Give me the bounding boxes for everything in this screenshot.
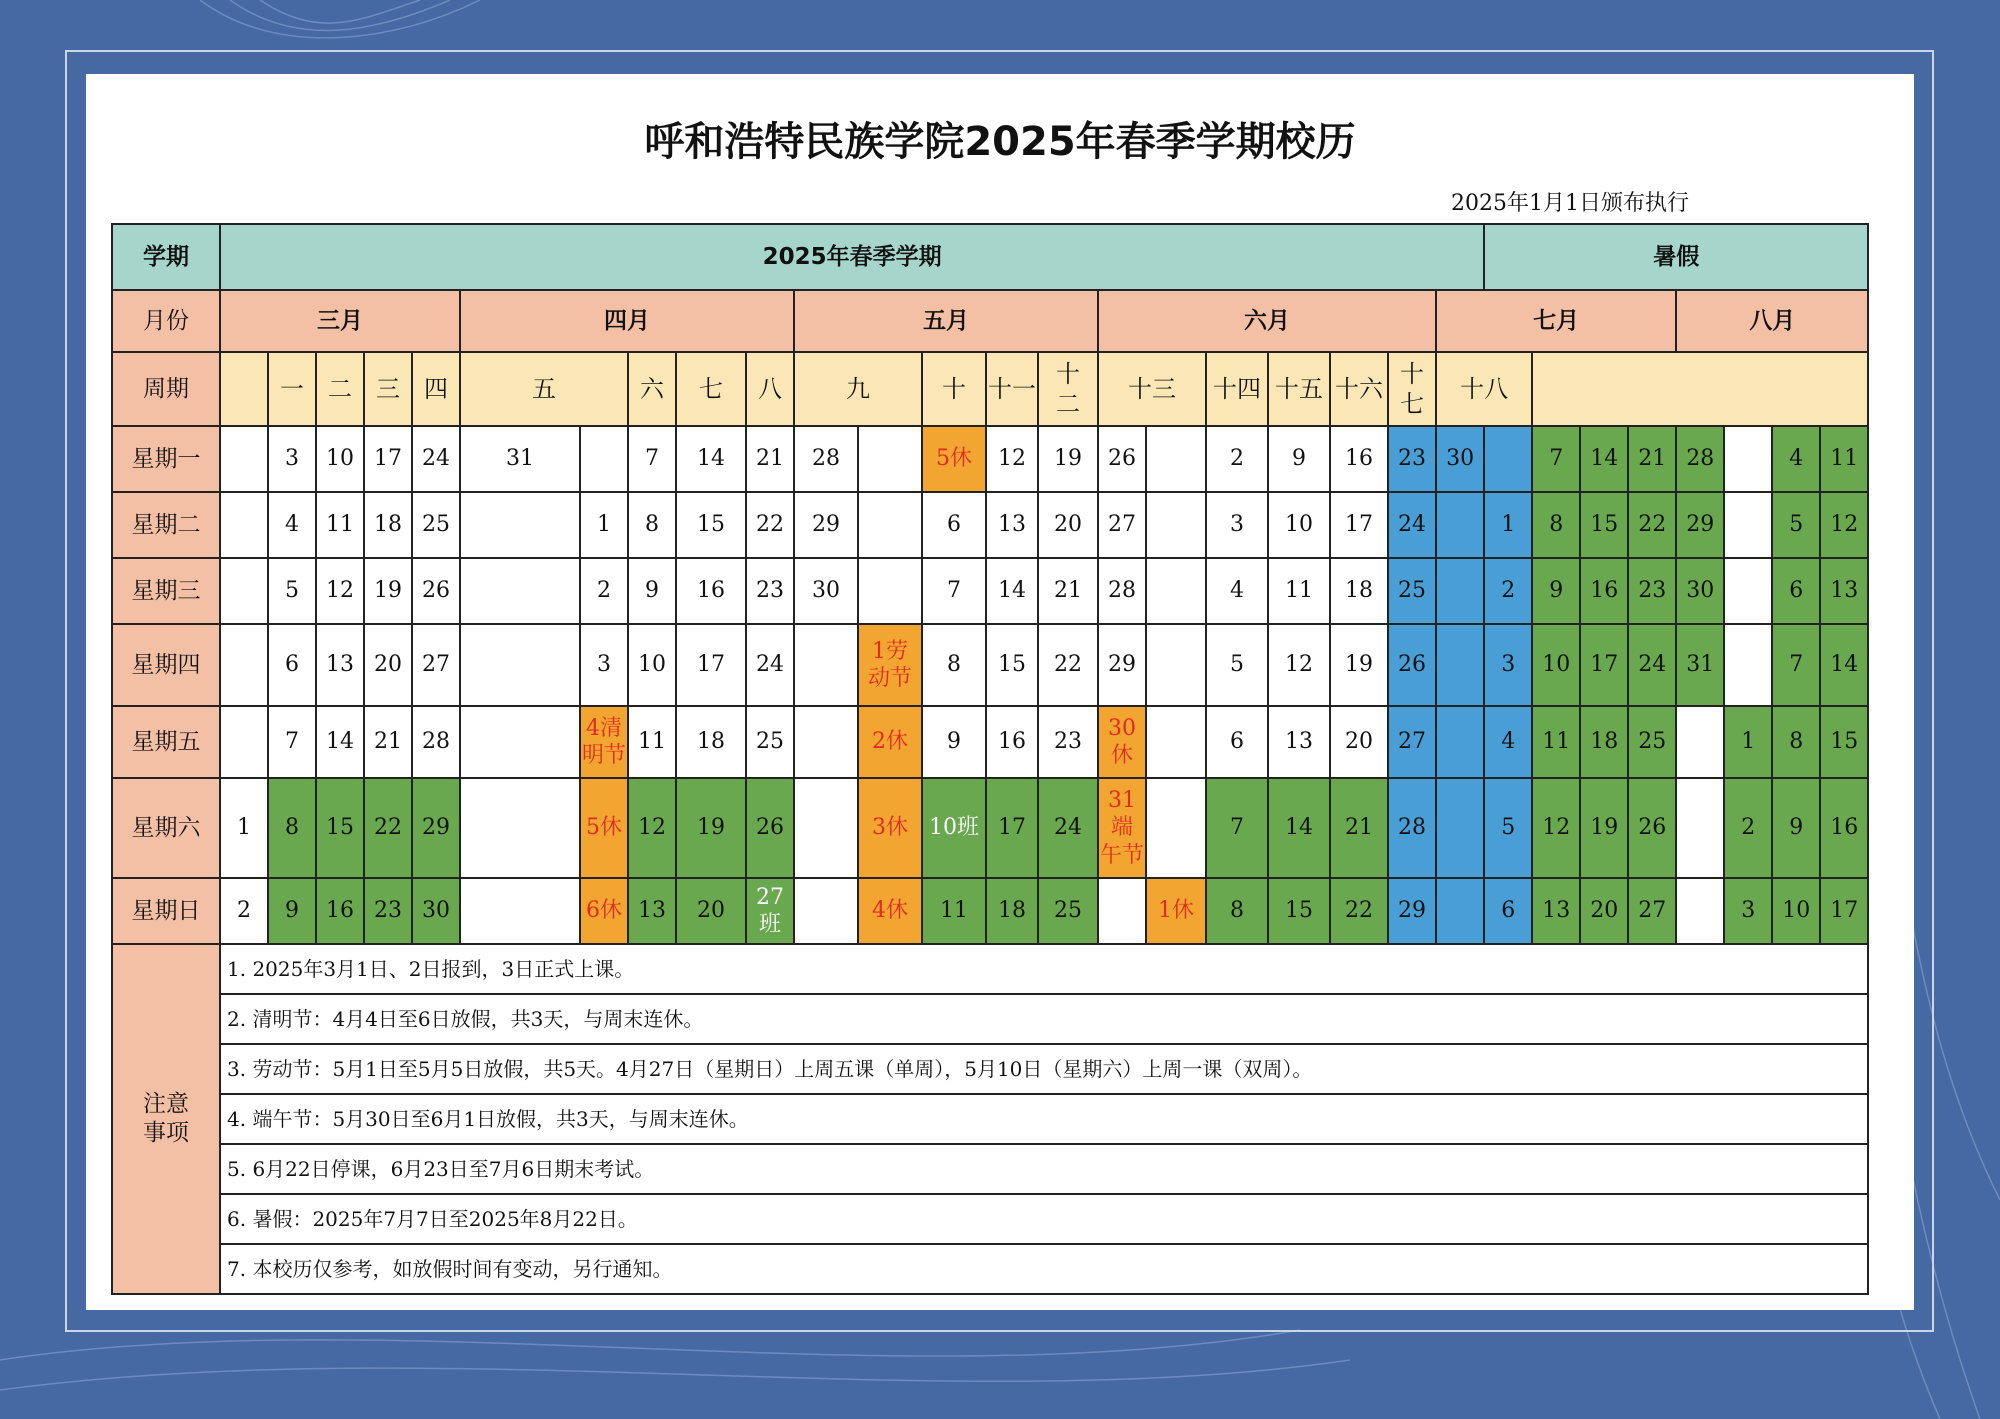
date-cell: 30休 [1098,706,1146,778]
note-item: 1. 2025年3月1日、2日报到，3日正式上课。 [220,944,1868,994]
date-cell: 15 [676,492,746,558]
page-title: 呼和浩特民族学院2025年春季学期校历 [644,119,1356,165]
date-cell: 4休 [858,878,922,944]
date-cell: 6 [1484,878,1532,944]
note-item: 7. 本校历仅参考，如放假时间有变动，另行通知。 [220,1244,1868,1294]
date-cell: 18 [986,878,1038,944]
date-cell: 1 [580,492,628,558]
date-cell: 13 [316,624,364,706]
date-cell: 3 [1724,878,1772,944]
date-cell: 15 [1580,492,1628,558]
date-cell: 26 [1098,426,1146,492]
date-cell: 1休 [1146,878,1206,944]
date-cell: 21 [746,426,794,492]
week-11: 十一 [986,352,1038,426]
week-9: 九 [794,352,922,426]
date-cell [220,706,268,778]
week-8: 八 [746,352,794,426]
date-cell: 12 [1532,778,1580,878]
date-cell: 5 [1772,492,1820,558]
calendar-table [111,223,1869,1295]
week-6: 六 [628,352,676,426]
date-cell: 3 [1484,624,1532,706]
date-cell: 7 [1206,778,1268,878]
date-cell: 29 [1676,492,1724,558]
date-cell: 24 [1388,492,1436,558]
date-cell [1146,706,1206,778]
date-cell: 26 [412,558,460,624]
date-cell: 18 [1330,558,1388,624]
date-cell: 23 [746,558,794,624]
date-cell: 29 [412,778,460,878]
date-cell [858,492,922,558]
week-13: 十三 [1098,352,1206,426]
date-cell [1724,624,1772,706]
day-row [112,558,1868,624]
date-cell: 30 [412,878,460,944]
date-cell: 2休 [858,706,922,778]
date-cell: 12 [628,778,676,878]
date-cell: 21 [1038,558,1098,624]
date-cell: 19 [1038,426,1098,492]
month-july: 七月 [1436,290,1676,352]
date-cell: 7 [268,706,316,778]
date-cell: 17 [364,426,412,492]
date-cell: 2 [580,558,628,624]
date-cell: 3休 [858,778,922,878]
week-14: 十四 [1206,352,1268,426]
day-label: 星期四 [112,624,220,706]
date-cell: 9 [1772,778,1820,878]
date-cell: 16 [316,878,364,944]
date-cell: 11 [628,706,676,778]
date-cell: 28 [794,426,858,492]
date-cell: 19 [364,558,412,624]
date-cell: 15 [1268,878,1330,944]
date-cell: 14 [676,426,746,492]
day-label: 星期五 [112,706,220,778]
week-3: 三 [364,352,412,426]
week-row [112,352,1868,426]
date-cell: 8 [268,778,316,878]
date-cell: 12 [1268,624,1330,706]
date-cell: 23 [1388,426,1436,492]
date-cell: 19 [676,778,746,878]
date-cell: 23 [364,878,412,944]
date-cell: 14 [1268,778,1330,878]
date-cell: 24 [1628,624,1676,706]
date-cell: 4 [268,492,316,558]
day-label: 星期六 [112,778,220,878]
month-may: 五月 [794,290,1098,352]
date-cell [220,492,268,558]
date-cell: 26 [1628,778,1676,878]
date-cell: 18 [1580,706,1628,778]
date-cell: 11 [1532,706,1580,778]
note-row [112,994,1868,1044]
date-cell: 18 [364,492,412,558]
notes-label: 注意 事项 [112,944,220,1294]
date-cell: 28 [1098,558,1146,624]
date-cell [1484,426,1532,492]
date-cell: 27 [1388,706,1436,778]
term-summer: 暑假 [1484,224,1868,290]
date-cell: 6休 [580,878,628,944]
note-row [112,1044,1868,1094]
date-cell: 6 [1206,706,1268,778]
date-cell [460,492,580,558]
date-cell: 20 [1580,878,1628,944]
date-cell [580,426,628,492]
date-cell: 25 [1388,558,1436,624]
date-cell: 12 [986,426,1038,492]
date-cell: 13 [1532,878,1580,944]
date-cell [1676,706,1724,778]
date-cell [1146,426,1206,492]
date-cell: 30 [1676,558,1724,624]
date-cell [220,624,268,706]
date-cell: 2 [1484,558,1532,624]
day-row [112,778,1868,878]
note-row [112,1194,1868,1244]
day-label: 星期一 [112,426,220,492]
date-cell [1724,426,1772,492]
date-cell: 14 [316,706,364,778]
date-cell [794,778,858,878]
date-cell: 15 [316,778,364,878]
week-15: 十五 [1268,352,1330,426]
date-cell [1146,558,1206,624]
date-cell [1436,706,1484,778]
date-cell: 10 [1772,878,1820,944]
note-item: 2. 清明节：4月4日至6日放假，共3天，与周末连休。 [220,994,1868,1044]
date-cell: 8 [1206,878,1268,944]
date-cell: 24 [746,624,794,706]
date-cell: 16 [1820,778,1868,878]
date-cell [1436,624,1484,706]
date-cell [1436,558,1484,624]
date-cell: 25 [412,492,460,558]
date-cell: 20 [364,624,412,706]
date-cell: 19 [1330,624,1388,706]
date-cell [1146,492,1206,558]
week-16: 十六 [1330,352,1388,426]
date-cell: 13 [1820,558,1868,624]
week-17: 十 七 [1388,352,1436,426]
date-cell [794,624,858,706]
date-cell [220,426,268,492]
date-cell [1098,878,1146,944]
month-august: 八月 [1676,290,1868,352]
date-cell: 4 [1484,706,1532,778]
date-cell: 26 [746,778,794,878]
date-cell: 2 [1724,778,1772,878]
date-cell: 30 [1436,426,1484,492]
date-cell [794,706,858,778]
date-cell: 27 [1628,878,1676,944]
week-12: 十 二 [1038,352,1098,426]
date-cell: 14 [1580,426,1628,492]
date-cell: 10 [1532,624,1580,706]
date-cell: 30 [794,558,858,624]
date-cell: 22 [1628,492,1676,558]
date-cell: 8 [628,492,676,558]
month-april: 四月 [460,290,794,352]
date-cell [1724,558,1772,624]
term-spring: 2025年春季学期 [220,224,1484,290]
week-4: 四 [412,352,460,426]
date-cell: 21 [1330,778,1388,878]
date-cell: 8 [922,624,986,706]
term-row [112,224,1868,290]
date-cell: 22 [746,492,794,558]
date-cell: 9 [268,878,316,944]
date-cell: 31 [460,426,580,492]
note-item: 6. 暑假：2025年7月7日至2025年8月22日。 [220,1194,1868,1244]
date-cell: 20 [676,878,746,944]
week-1: 一 [268,352,316,426]
date-cell: 19 [1580,778,1628,878]
date-cell [858,426,922,492]
date-cell: 9 [922,706,986,778]
note-item: 4. 端午节：5月30日至6月1日放假，共3天，与周末连休。 [220,1094,1868,1144]
date-cell [1676,778,1724,878]
date-cell: 12 [1820,492,1868,558]
date-cell: 22 [1038,624,1098,706]
note-row [112,1094,1868,1144]
note-item: 3. 劳动节：5月1日至5月5日放假，共5天。4月27日（星期日）上周五课（单周），5月10日（星期六）上周一课（双周）。 [220,1044,1868,1094]
month-row [112,290,1868,352]
date-cell: 12 [316,558,364,624]
date-cell: 11 [1268,558,1330,624]
date-cell: 4 [1772,426,1820,492]
day-row [112,878,1868,944]
date-cell: 3 [1206,492,1268,558]
date-cell: 17 [986,778,1038,878]
week-2: 二 [316,352,364,426]
date-cell: 1 [220,778,268,878]
date-cell [460,878,580,944]
date-cell: 17 [676,624,746,706]
date-cell: 22 [1330,878,1388,944]
date-cell: 27 [1098,492,1146,558]
date-cell: 8 [1772,706,1820,778]
date-cell: 2 [220,878,268,944]
week-18: 十八 [1436,352,1532,426]
date-cell: 16 [986,706,1038,778]
date-cell [220,558,268,624]
date-cell: 16 [1580,558,1628,624]
date-cell: 5 [1484,778,1532,878]
date-cell: 17 [1820,878,1868,944]
note-row [112,944,1868,994]
date-cell: 14 [1820,624,1868,706]
date-cell: 1劳 动节 [858,624,922,706]
date-cell: 14 [986,558,1038,624]
date-cell: 5休 [580,778,628,878]
date-cell [794,878,858,944]
date-cell [858,558,922,624]
date-cell: 11 [316,492,364,558]
date-cell: 3 [580,624,628,706]
day-row [112,492,1868,558]
day-row [112,624,1868,706]
date-cell: 9 [1268,426,1330,492]
date-cell: 5 [268,558,316,624]
date-cell: 25 [1038,878,1098,944]
date-cell [1436,492,1484,558]
date-cell: 21 [364,706,412,778]
date-cell: 31端 午节 [1098,778,1146,878]
date-cell: 2 [1206,426,1268,492]
note-row [112,1144,1868,1194]
week-5: 五 [460,352,628,426]
week-blank [220,352,268,426]
date-cell: 28 [1388,778,1436,878]
date-cell: 1 [1724,706,1772,778]
date-cell: 4清 明节 [580,706,628,778]
note-row [112,1244,1868,1294]
date-cell: 6 [922,492,986,558]
date-cell [1146,778,1206,878]
date-cell: 27 [412,624,460,706]
date-cell: 16 [676,558,746,624]
date-cell: 7 [1532,426,1580,492]
date-cell: 5休 [922,426,986,492]
day-row [112,706,1868,778]
date-cell: 13 [628,878,676,944]
date-cell: 15 [1820,706,1868,778]
date-cell [1724,492,1772,558]
date-cell: 22 [364,778,412,878]
day-label: 星期日 [112,878,220,944]
date-cell: 29 [1098,624,1146,706]
date-cell: 21 [1628,426,1676,492]
date-cell: 9 [628,558,676,624]
date-cell: 23 [1038,706,1098,778]
week-label: 周期 [112,352,220,426]
date-cell [1676,878,1724,944]
date-cell: 10 [316,426,364,492]
date-cell: 28 [412,706,460,778]
date-cell: 8 [1532,492,1580,558]
date-cell: 13 [986,492,1038,558]
date-cell: 9 [1532,558,1580,624]
date-cell [460,624,580,706]
date-cell: 5 [1206,624,1268,706]
date-cell [1436,778,1484,878]
week-10: 十 [922,352,986,426]
date-cell: 27班 [746,878,794,944]
date-cell: 17 [1330,492,1388,558]
date-cell: 25 [1628,706,1676,778]
term-label: 学期 [112,224,220,290]
date-cell: 10 [1268,492,1330,558]
day-label: 星期二 [112,492,220,558]
date-cell [1146,624,1206,706]
date-cell: 23 [1628,558,1676,624]
month-march: 三月 [220,290,460,352]
date-cell: 17 [1580,624,1628,706]
date-cell: 11 [1820,426,1868,492]
date-cell: 11 [922,878,986,944]
day-row [112,426,1868,492]
date-cell: 20 [1330,706,1388,778]
date-cell: 7 [922,558,986,624]
issued-date: 2025年1月1日颁布执行 [1451,191,1689,216]
date-cell: 10班 [922,778,986,878]
date-cell [460,778,580,878]
date-cell [460,558,580,624]
date-cell [1436,878,1484,944]
date-cell: 31 [1676,624,1724,706]
date-cell: 10 [628,624,676,706]
date-cell: 26 [1388,624,1436,706]
date-cell: 28 [1676,426,1724,492]
date-cell: 16 [1330,426,1388,492]
month-june: 六月 [1098,290,1436,352]
date-cell [460,706,580,778]
date-cell: 25 [746,706,794,778]
date-cell: 1 [1484,492,1532,558]
date-cell: 4 [1206,558,1268,624]
week-7: 七 [676,352,746,426]
week-summer-blank [1532,352,1868,426]
date-cell: 15 [986,624,1038,706]
date-cell: 3 [268,426,316,492]
date-cell: 29 [794,492,858,558]
date-cell: 7 [628,426,676,492]
date-cell: 7 [1772,624,1820,706]
date-cell: 20 [1038,492,1098,558]
date-cell: 29 [1388,878,1436,944]
date-cell: 6 [1772,558,1820,624]
note-item: 5. 6月22日停课，6月23日至7月6日期末考试。 [220,1144,1868,1194]
date-cell: 6 [268,624,316,706]
date-cell: 18 [676,706,746,778]
date-cell: 24 [1038,778,1098,878]
date-cell: 13 [1268,706,1330,778]
date-cell: 24 [412,426,460,492]
day-label: 星期三 [112,558,220,624]
month-label: 月份 [112,290,220,352]
